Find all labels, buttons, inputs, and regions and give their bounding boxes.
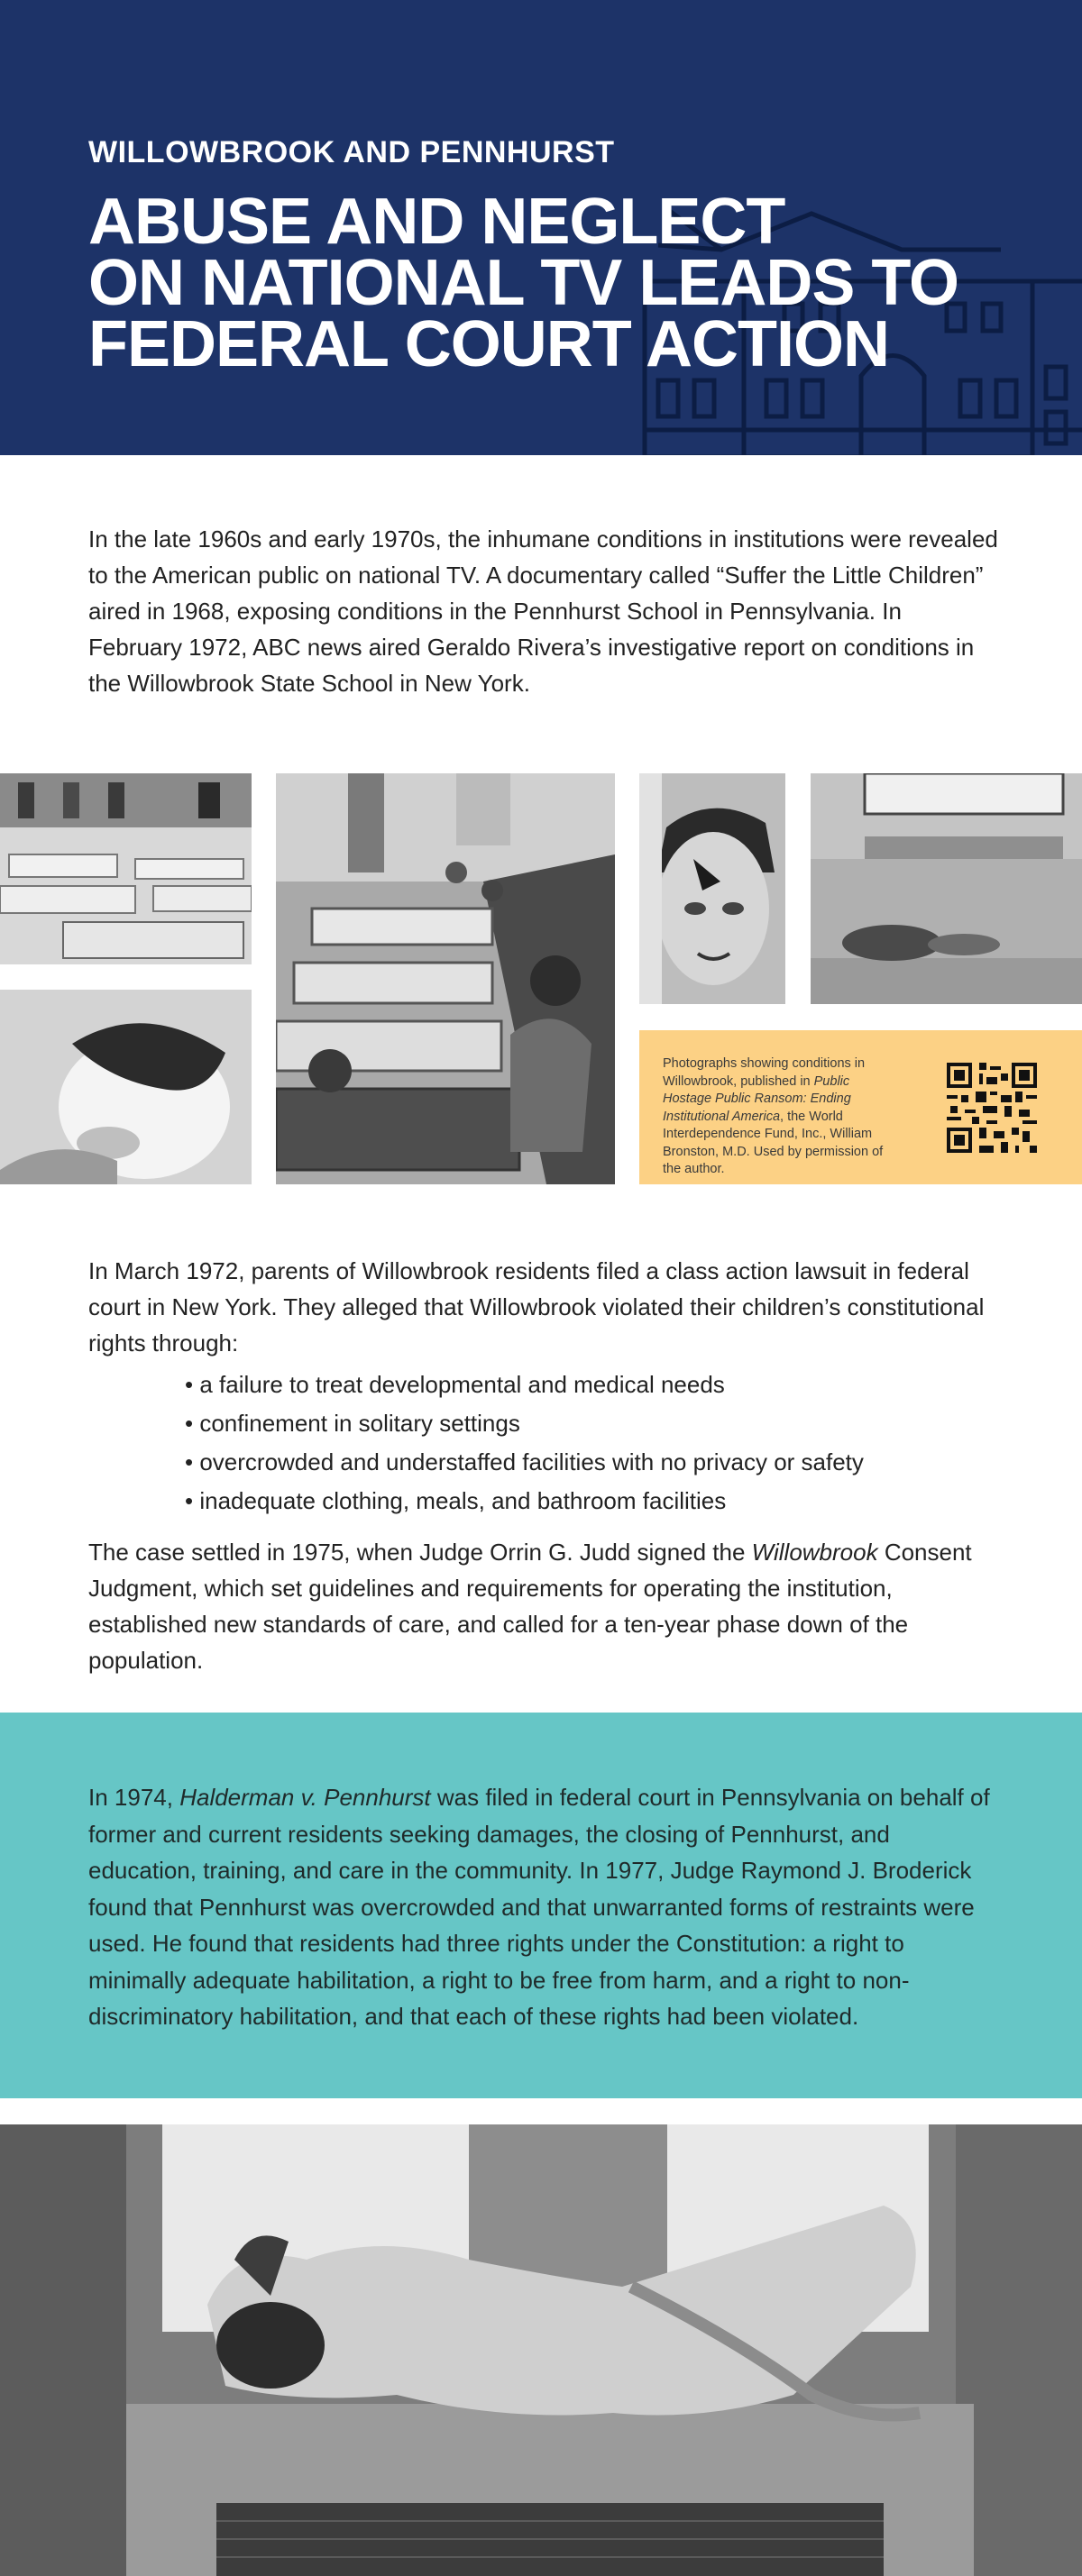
settlement-text-part1: The case settled in 1975, when Judge Orrin G. Judd signed the	[88, 1539, 752, 1566]
caption-text-part2: , the World Interdependence Fund, Inc., William Bronston, M.D. Used by permission of the author.	[663, 1109, 884, 1176]
pennhurst-text-part2: was filed in federal court in Pennsylvania on behalf of former and current residents seeking damages, the closing of Pennhurst, and education, training, and care in the community. In 1977, Judge Raymond J. Broderick found that Pennhurst was overcrowded and that unwarranted forms of restraints were used. He found that residents had three rights under the Constitution: a right to minimally adequate habilitation, a right to be free from harm, and a right to non-discriminatory habilitation, and that each of these rights had been violated.	[88, 1784, 990, 2030]
list-item: • a failure to treat developmental and medical needs	[185, 1366, 864, 1404]
settlement-italic-term: Willowbrook	[751, 1539, 878, 1566]
intro-paragraph: In the late 1960s and early 1970s, the inhumane conditions in institutions were revealed to the American public on national TV. A documentary called “Suffer the Little Children” aired in 1968, exposing conditions in the Pennhurst School in Pennsylvania. In February 1972, ABC news aired Geraldo Rivera’s investigative report on conditions in the Willowbrook State School in New York.	[88, 525, 998, 697]
rights-violations-list	[185, 1366, 864, 1521]
title-line-1: ABUSE AND NEGLECT	[88, 186, 785, 258]
caption-book-title: Public Hostage Public Ransom: Ending Institutional America	[663, 1073, 851, 1124]
pennhurst-text-part1: In 1974,	[88, 1784, 180, 1811]
settlement-paragraph	[88, 1534, 999, 1678]
pennhurst-case-name: Halderman v. Pennhurst	[179, 1784, 431, 1811]
title-line-2: ON NATIONAL TV LEADS TO	[88, 247, 959, 319]
lawsuit-paragraph: In March 1972, parents of Willowbrook residents filed a class action lawsuit in federal court in New York. They alleged that Willowbrook violated their children’s constitutional rights through:	[88, 1257, 985, 1357]
photo-caption	[663, 1055, 902, 1179]
pennhurst-section	[0, 1713, 1082, 2098]
page-title	[88, 186, 990, 380]
list-item: • inadequate clothing, meals, and bathroom facilities	[185, 1482, 864, 1521]
photo-bruised-face	[639, 773, 785, 1004]
settlement-text-part2: Consent Judgment, which set guidelines and requirements for operating the institution, established new standards of care, and called for a ten-year phase down of the population.	[88, 1539, 972, 1674]
photo-caption-box	[639, 1030, 1082, 1184]
photo-crowded-ward	[276, 773, 615, 1184]
photo-person-on-windowsill	[0, 2124, 1082, 2576]
photo-person-on-floor	[811, 773, 1082, 1004]
pennhurst-paragraph	[88, 1779, 999, 2035]
title-line-3: FEDERAL COURT ACTION	[88, 308, 889, 380]
section-kicker: WILLOWBROOK AND PENNHURST	[88, 135, 615, 169]
header-banner	[0, 0, 1082, 455]
list-item: • overcrowded and understaffed facilities with no privacy or safety	[185, 1443, 864, 1482]
photo-child-head-wound	[0, 990, 252, 1184]
caption-text-part1: Photographs showing conditions in Willowbrook, published in	[663, 1056, 866, 1089]
photo-dormitory-beds	[0, 773, 252, 964]
list-item: • confinement in solitary settings	[185, 1404, 864, 1443]
qr-code-icon[interactable]	[947, 1063, 1037, 1153]
